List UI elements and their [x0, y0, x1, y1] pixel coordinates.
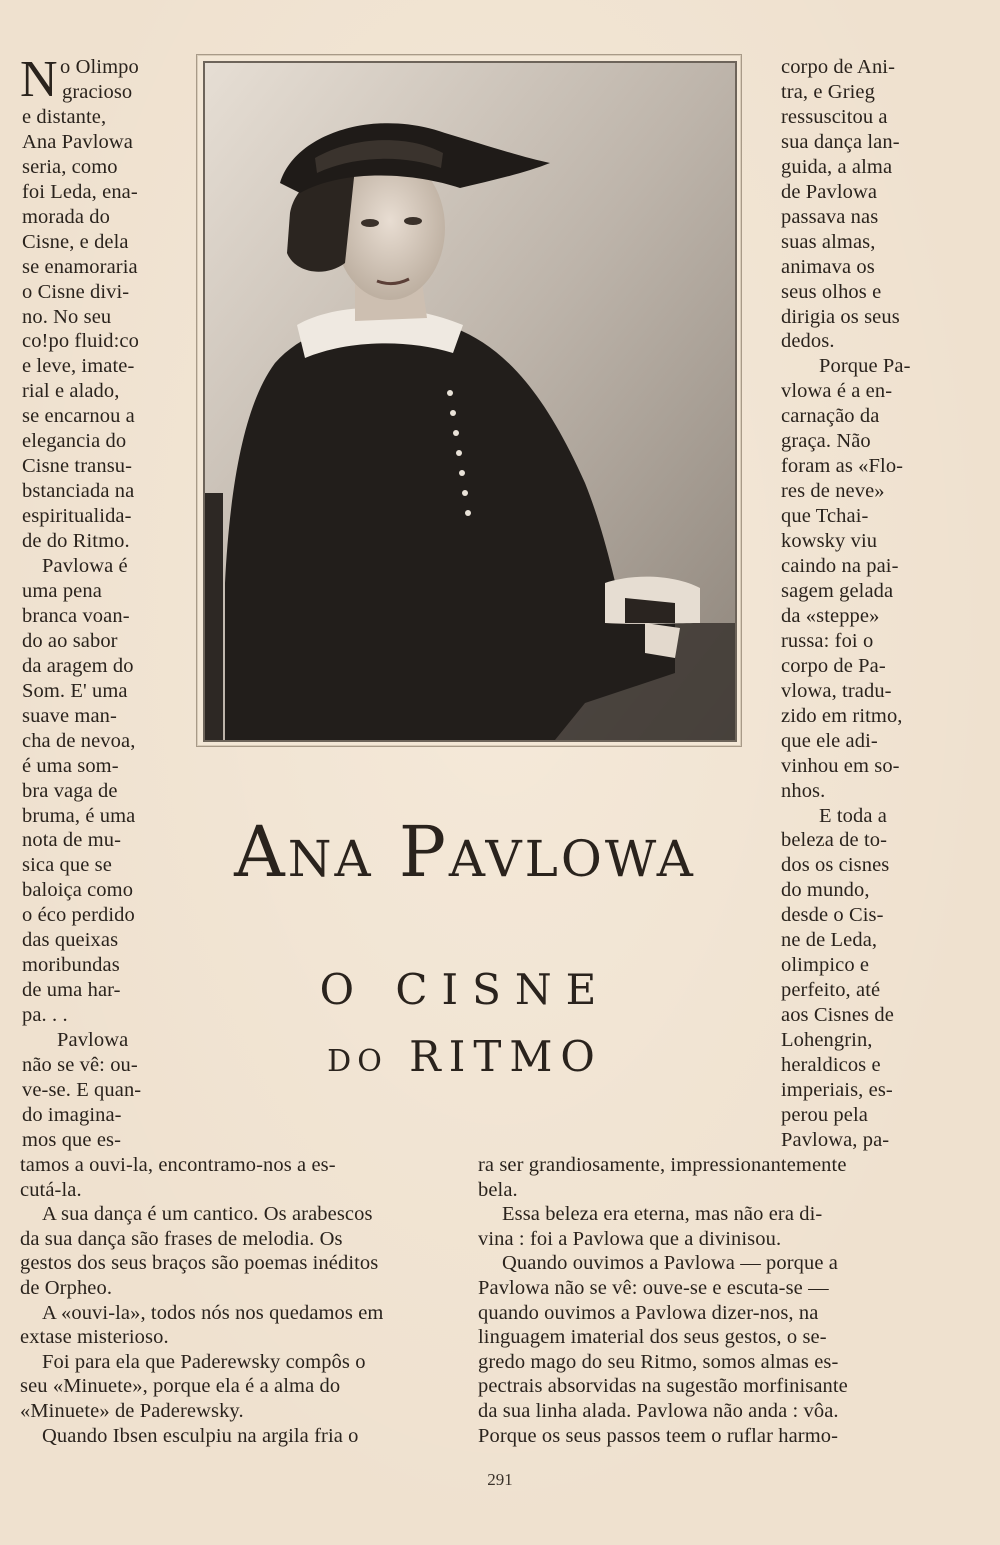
portrait-photo-icon: [205, 63, 735, 740]
right-column-line: vlowa é a en-: [781, 380, 893, 403]
right-column-line: nhos.: [781, 779, 826, 802]
bottom-right-line: Pavlowa não se vê: ouve-se e escuta-se —: [478, 1277, 829, 1299]
right-column-line: Porque Pa-: [819, 355, 911, 378]
right-column-line: beleza de to-: [781, 829, 888, 852]
bottom-left-line: extase misterioso.: [20, 1326, 169, 1349]
left-column-line: foi Leda, ena-: [22, 180, 138, 203]
left-column-line: não se vê: ou-: [22, 1054, 138, 1076]
right-column-line: passava nas: [781, 205, 879, 228]
left-column-line: rial e alado,: [22, 380, 120, 403]
left-column-line: Cisne transu-: [22, 455, 133, 478]
right-column-line: foram as «Flo-: [781, 455, 904, 478]
right-column-line: russa: foi o: [781, 629, 874, 652]
bottom-right-line: gredo mago do seu Ritmo, somos almas es-: [478, 1350, 839, 1373]
left-column-line: no. No seu: [22, 305, 112, 328]
left-column-line: suave man-: [22, 704, 117, 727]
left-column-line: e distante,: [22, 105, 107, 128]
left-column-line: é uma som-: [22, 754, 119, 777]
left-column-line: uma pena: [22, 579, 102, 602]
right-column-line: seus olhos e: [781, 280, 882, 303]
left-column-line: bruma, é uma: [22, 804, 136, 827]
right-column-line: do mundo,: [781, 879, 870, 902]
right-column-line: animava os: [781, 255, 875, 278]
article-title: ANA PAVLOWA: [234, 811, 696, 893]
left-column-line: Ana Pavlowa: [22, 130, 133, 153]
left-column-line: gracioso: [62, 80, 133, 103]
right-column-line: dedos.: [781, 330, 835, 353]
left-column-line: sica que se: [22, 854, 112, 877]
right-column-line: guida, a alma: [781, 155, 893, 178]
right-column-line: dos os cisnes: [781, 854, 890, 877]
left-column-line: morada do: [22, 205, 110, 228]
article-subtitle-2: DO RITMO: [327, 1032, 603, 1081]
right-column-line: imperiais, es-: [781, 1078, 893, 1101]
bottom-left-line: de Orpheo.: [20, 1277, 113, 1299]
left-column-line: se enamoraria: [22, 255, 138, 278]
right-column-line: vlowa, tradu-: [781, 679, 892, 702]
bottom-left-line: A sua dança é um cantico. Os arabescos: [42, 1203, 373, 1226]
left-column-line: Pavlowa é: [42, 555, 128, 577]
left-column-line: bstanciada na: [22, 480, 135, 503]
bottom-left-line: seu «Minuete», porque ela é a alma do: [20, 1375, 341, 1398]
right-column-line: que ele adi-: [781, 729, 878, 752]
article-subtitle-1: O CISNE: [319, 965, 611, 1014]
left-column-line: ve-se. E quan-: [22, 1078, 142, 1101]
left-column-line: Cisne, e dela: [22, 230, 129, 253]
left-column-line: da aragem do: [22, 654, 134, 677]
left-column-line: do ao sabor: [22, 629, 118, 652]
left-column-line: branca voan-: [22, 604, 130, 627]
bottom-right-line: Essa beleza era eterna, mas não era di-: [502, 1203, 823, 1226]
left-column-line: cha de nevoa,: [22, 729, 136, 752]
bottom-right-line: ra ser grandiosamente, impressionantemente: [478, 1154, 847, 1176]
left-column-line: bra vaga de: [22, 779, 118, 802]
right-column-line: dirigia os seus: [781, 305, 900, 328]
right-column-line: vinhou em so-: [781, 754, 900, 777]
right-column-line: ne de Leda,: [781, 929, 878, 952]
right-column-line: graça. Não: [781, 430, 871, 453]
left-column-line: nota de mu-: [22, 829, 122, 852]
right-column-line: suas almas,: [781, 230, 876, 253]
portrait-frame: [196, 54, 742, 747]
left-column-line: espiritualida-: [22, 505, 132, 528]
right-column-line: que Tchai-: [781, 505, 869, 528]
left-column-line: do imagina-: [22, 1103, 122, 1126]
left-column-line: co!po fluid:co: [22, 330, 139, 353]
left-column-line: o Olimpo: [60, 56, 139, 78]
left-column-line: elegancia do: [22, 430, 127, 453]
left-column-line: Pavlowa: [57, 1029, 129, 1052]
right-column-line: de Pavlowa: [781, 180, 878, 203]
right-column-line: corpo de Ani-: [781, 56, 896, 78]
right-column-line: da «steppe»: [781, 604, 880, 627]
bottom-right-line: da sua linha alada. Pavlowa não anda : vôa.: [478, 1400, 839, 1422]
bottom-right-line: pectrais absorvidas na sugestão morfinisante: [478, 1375, 848, 1398]
bottom-left-line: «Minuete» de Paderewsky.: [20, 1400, 244, 1422]
right-column-line: tra, e Grieg: [781, 80, 875, 103]
bottom-right-line: vina : foi a Pavlowa que a divinisou.: [478, 1227, 782, 1250]
left-column-line: seria, como: [22, 155, 118, 178]
right-column-line: E toda a: [819, 804, 887, 827]
bottom-left-line: Foi para ela que Paderewsky compôs o: [42, 1350, 366, 1373]
left-column-line: baloiça como: [22, 879, 134, 902]
left-column-line: o Cisne divi-: [22, 280, 130, 303]
right-column-line: perfeito, até: [781, 979, 881, 1002]
right-column-line: olimpico e: [781, 954, 870, 977]
bottom-right-line: Porque os seus passos teem o ruflar harmo-: [478, 1424, 839, 1447]
right-column-line: perou pela: [781, 1103, 868, 1126]
left-column-line: se encarnou a: [22, 405, 135, 428]
left-column-line: de do Ritmo.: [22, 530, 130, 553]
bottom-right-line: Quando ouvimos a Pavlowa — porque a: [502, 1252, 838, 1275]
bottom-right-line: quando ouvimos a Pavlowa dizer-nos, na: [478, 1301, 819, 1324]
drop-cap: N: [20, 51, 58, 108]
bottom-left-line: Quando Ibsen esculpiu na argila fria o: [42, 1424, 359, 1447]
right-column-line: sua dança lan-: [781, 130, 900, 153]
page-number: 291: [487, 1470, 513, 1489]
left-column-line: moribundas: [22, 954, 120, 977]
left-column-line: mos que es-: [22, 1128, 122, 1151]
bottom-right-line: linguagem imaterial dos seus gestos, o se-: [478, 1326, 827, 1349]
left-column-line: e leve, imate-: [22, 355, 135, 378]
bottom-left-line: A «ouvi-la», todos nós nos quedamos em: [42, 1301, 384, 1324]
right-column-line: kowsky viu: [781, 530, 878, 553]
right-column-line: zido em ritmo,: [781, 704, 903, 727]
left-column-line: das queixas: [22, 929, 119, 952]
right-column-line: corpo de Pa-: [781, 654, 886, 677]
right-column-line: res de neve»: [781, 480, 885, 503]
bottom-right-line: bela.: [478, 1178, 518, 1201]
right-column-line: Lohengrin,: [781, 1029, 873, 1052]
bottom-left-line: da sua dança são frases de melodia. Os: [20, 1227, 343, 1250]
right-column-line: heraldicos e: [781, 1054, 881, 1076]
right-column-line: caindo na pai-: [781, 555, 899, 577]
bottom-left-line: tamos a ouvi-la, encontramo-nos a es-: [20, 1154, 336, 1176]
left-column-line: o éco perdido: [22, 904, 135, 927]
right-column-line: sagem gelada: [781, 579, 894, 602]
right-column-line: aos Cisnes de: [781, 1004, 894, 1027]
right-column-line: Pavlowa, pa-: [781, 1128, 890, 1151]
right-column-line: carnação da: [781, 405, 880, 428]
left-column-line: Som. E' uma: [22, 679, 128, 702]
right-column-line: desde o Cis-: [781, 904, 884, 927]
left-column-line: de uma har-: [22, 979, 121, 1002]
left-column-line: pa. . .: [22, 1004, 68, 1027]
right-column-line: ressuscitou a: [781, 105, 888, 128]
bottom-left-line: cutá-la.: [20, 1178, 82, 1201]
portrait-photo: [203, 61, 737, 742]
bottom-left-line: gestos dos seus braços são poemas inéditos: [20, 1252, 379, 1275]
